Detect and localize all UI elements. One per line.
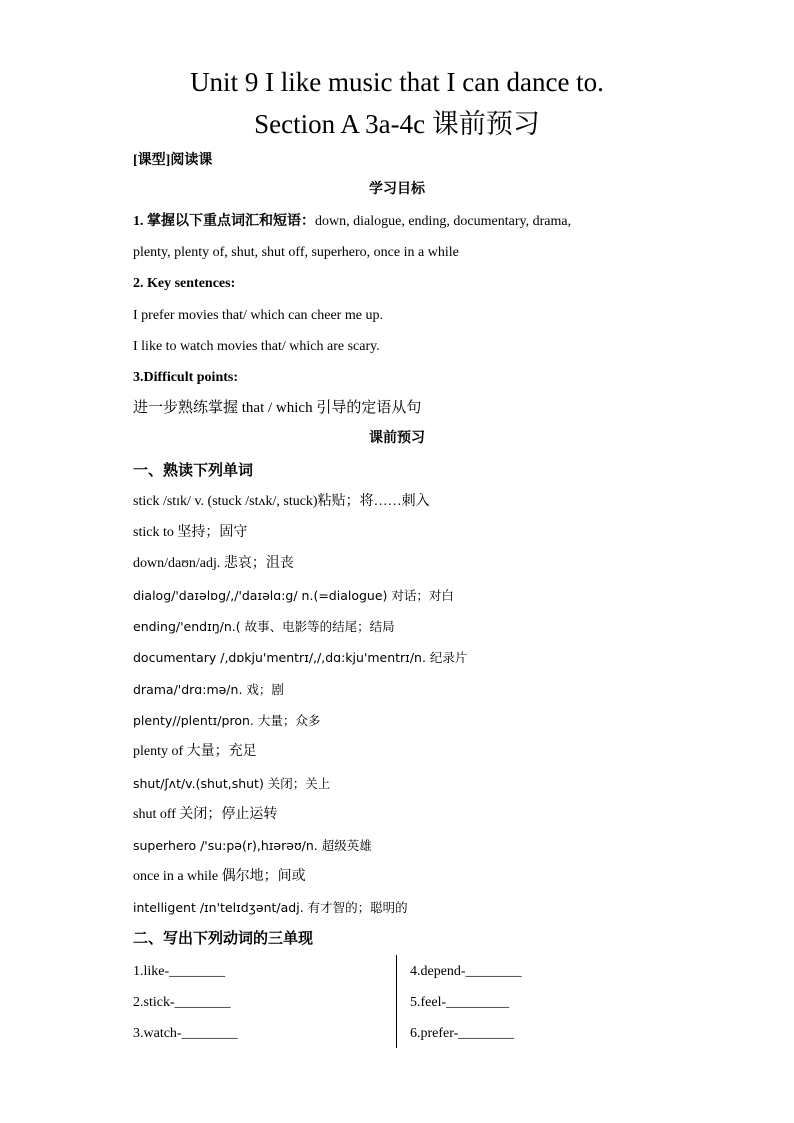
objective-1 — [133, 213, 571, 231]
objective-3-label: 3.Difficult points: — [133, 370, 238, 385]
vocab-item: shut/ʃʌt/v.(shut,shut) 关闭；关上 — [133, 776, 331, 791]
vocab-item: down/daʊn/adj. 悲哀；沮丧 — [133, 556, 294, 571]
exercise-item: 3.watch-________ — [133, 1026, 238, 1041]
vocab-item: stick to 坚持；固守 — [133, 525, 248, 540]
objective-1-label: 1. 掌握以下重点词汇和短语： — [133, 214, 315, 229]
exercise-item: 2.stick-________ — [133, 995, 231, 1010]
key-sentence-2: I like to watch movies that/ which are scary. — [133, 339, 380, 354]
key-sentence-1: I prefer movies that/ which can cheer me up. — [133, 308, 383, 323]
vocab-item: documentary /,dɒkju'mentrɪ/,/,dɑ:kju'mentrɪ/n. 纪录片 — [133, 650, 468, 665]
objectives-heading: 学习目标 — [369, 182, 425, 197]
vocab-item: stick /stɪk/ v. (stuck /stʌk/, stuck)粘贴；将……刺入 — [133, 494, 430, 509]
vocab-item: superhero /'su:pə(r),hɪərəʊ/n. 超级英雄 — [133, 838, 372, 853]
page-title-line-1: Unit 9 I like music that I can dance to. — [190, 67, 604, 97]
exercise-item: 4.depend-________ — [410, 964, 522, 979]
section-2-heading: 二、写出下列动词的三单现 — [133, 931, 314, 947]
objective-3-text: 进一步熟练掌握 that / which 引导的定语从句 — [133, 400, 422, 416]
section-1-heading: 一、熟读下列单词 — [133, 463, 254, 479]
vocab-item: drama/'drɑ:mə/n. 戏；剧 — [133, 682, 284, 697]
vocab-item: intelligent /ɪn'telɪdʒənt/adj. 有才智的；聪明的 — [133, 900, 408, 915]
objective-2-label: 2. Key sentences: — [133, 276, 236, 291]
objective-1-words: down, dialogue, ending, documentary, drama, — [315, 214, 572, 229]
exercise-item: 5.feel-_________ — [410, 995, 510, 1010]
course-type: [课型]阅读课 — [133, 153, 213, 168]
exercise-item: 6.prefer-________ — [410, 1026, 515, 1041]
vocab-item: dialog/'daɪəlɒg/,/'daɪəlɑ:g/ n.(=dialogue) 对话；对白 — [133, 588, 454, 603]
vocab-item: shut off 关闭；停止运转 — [133, 807, 278, 822]
page-title-line-2: Section A 3a-4c 课前预习 — [254, 109, 540, 139]
vocab-item: plenty//plentɪ/pron. 大量；众多 — [133, 713, 321, 728]
vocab-item: plenty of 大量；充足 — [133, 744, 257, 759]
objective-1-words-continued: plenty, plenty of, shut, shut off, superhero, once in a while — [133, 245, 459, 260]
exercise-item: 1.like-________ — [133, 964, 226, 979]
preview-heading: 课前预习 — [369, 431, 425, 446]
vocab-item: once in a while 偶尔地；间或 — [133, 869, 306, 884]
column-divider — [396, 955, 397, 1048]
vocab-item: ending/'endɪŋ/n.( 故事、电影等的结尾；结局 — [133, 619, 395, 634]
